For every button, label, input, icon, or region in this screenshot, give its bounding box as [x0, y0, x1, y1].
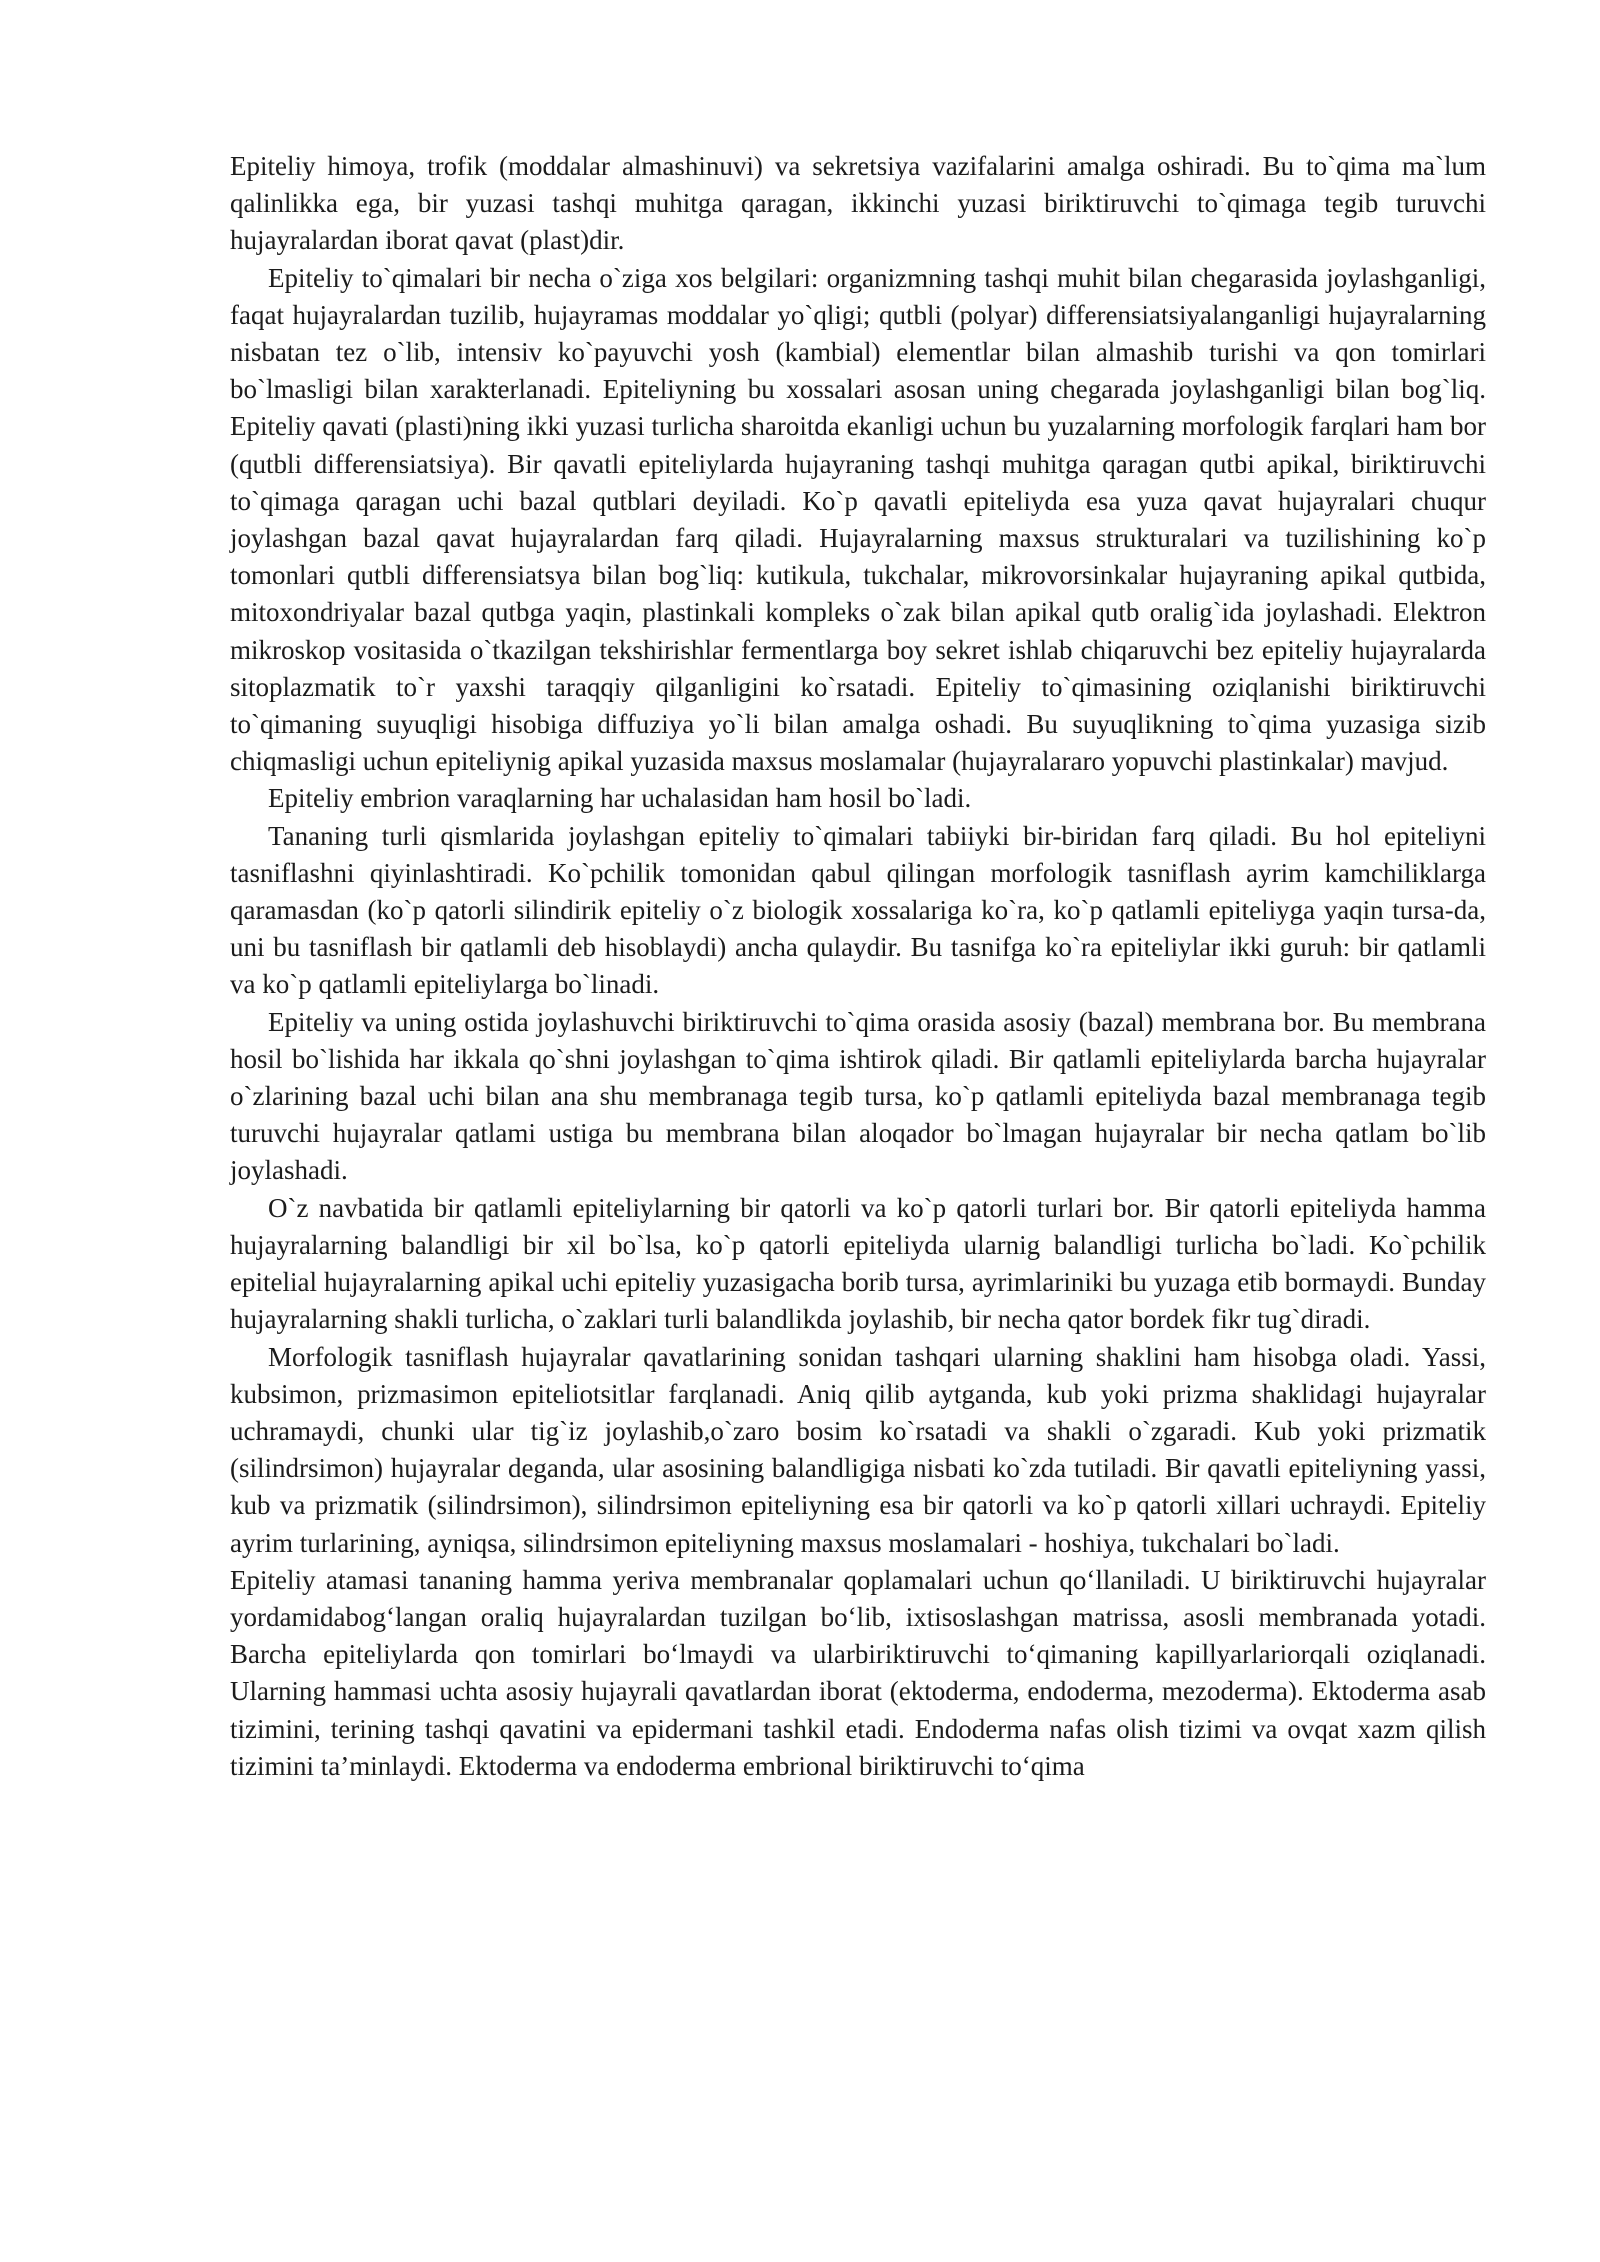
paragraph-6: O`z navbatida bir qatlamli epiteliylarning bir qatorli va ko`p qatorli turlari bor. Bir qatorli epiteliyda hamma hujayralarning balandligi bir xil bo`lsa, ko`p qatorli epiteliyda ularnig balandligi turlicha bo`ladi. Ko`pchilik epitelial hujayralarning apikal uchi epiteliy yuzasigacha borib tursa, ayrimlariniki bu yuzaga etib bormaydi. Bunday hujayralarning shakli turlicha, o`zaklari turli balandlikda joylashib, bir necha qator bordek fikr tug`diradi. — [230, 1192, 1486, 1335]
paragraph-8: Epiteliy atamasi tananing hamma yeriva membranalar qoplamalari uchun qo‘llaniladi. U biriktiruvchi hujayralar yordamidabog‘langan oraliq hujayralardan tuzilgan bo‘lib, ixtisoslashgan matrissa, asosli membranada yotadi. Barcha epiteliylarda qon tomirlari bo‘lmaydi va ularbiriktiruvchi to‘qimaning kapillyarlariorqali oziqlanadi. Ularning hammasi uchta asosiy hujayrali qavatlardan iborat (ektoderma, endoderma, mezoderma). Ektoderma asab tizimini, terining tashqi qavatini va epidermani tashkil etadi. Endoderma nafas olish tizimi va ovqat xazm qilish tizimini ta’minlaydi. Ektoderma va endoderma embrional biriktiruvchi to‘qima — [230, 1564, 1486, 1781]
paragraph-1: Epiteliy himoya, trofik (moddalar almashinuvi) va sekretsiya vazifalarini amalga oshiradi. Bu to`qima ma`lum qalinlikka ega, bir yuzasi tashqi muhitga qaragan, ikkinchi yuzasi biriktiruvchi to`qimaga tegib turuvchi hujayralardan iborat qavat (plast)dir. — [230, 151, 1486, 256]
document-page — [230, 148, 1486, 1785]
paragraph-7: Morfologik tasniflash hujayralar qavatlarining sonidan tashqari ularning shaklini ham hisobga oladi. Yassi, kubsimon, prizmasimon epiteliotsitlar farqlanadi. Aniq qilib aytganda, kub yoki prizma shaklidagi hujayralar uchramaydi, chunki ular tig`iz joylashib,o`zaro bosim ko`rsatadi va shakli o`zgaradi. Kub yoki prizmatik (silindrsimon) hujayralar deganda, ular asosining balandligiga nisbati ko`zda tutiladi. Bir qavatli epiteliyning yassi, kub va prizmatik (silindrsimon), silindrsimon epiteliyning esa bir qatorli va ko`p qatorli xillari uchraydi. Epiteliy ayrim turlarining, ayniqsa, silindrsimon epiteliyning maxsus moslamalari - hoshiya, tukchalari bo`ladi. — [230, 1341, 1486, 1558]
paragraph-4: Tananing turli qismlarida joylashgan epiteliy to`qimalari tabiiyki bir-biridan farq qiladi. Bu hol epiteliyni tasniflashni qiyinlashtiradi. Ko`pchilik tomonidan qabul qilingan morfologik tasniflash ayrim kamchiliklarga qaramasdan (ko`p qatorli silindirik epiteliy o`z biologik xossalariga ko`ra, ko`p qatlamli epiteliyga yaqin tursa-da, uni bu tasniflash bir qatlamli deb hisoblaydi) ancha qulaydir. Bu tasnifga ko`ra epiteliylar ikki guruh: bir qatlamli va ko`p qatlamli epiteliylarga bo`linadi. — [230, 820, 1486, 1000]
paragraph-5: Epiteliy va uning ostida joylashuvchi biriktiruvchi to`qima orasida asosiy (bazal) membrana bor. Bu membrana hosil bo`lishida har ikkala qo`shni joylashgan to`qima ishtirok qiladi. Bir qatlamli epiteliylarda barcha hujayralar o`zlarining bazal uchi bilan ana shu membranaga tegib tursa, ko`p qatlamli epiteliyda bazal membranaga tegib turuvchi hujayralar qatlami ustiga bu membrana bilan aloqador bo`lmagan hujayralar bir necha qatlam bo`lib joylashadi. — [230, 1006, 1486, 1186]
paragraph-3: Epiteliy embrion varaqlarning har uchalasidan ham hosil bo`ladi. — [268, 783, 972, 814]
paragraph-2: Epiteliy to`qimalari bir necha o`ziga xos belgilari: organizmning tashqi muhit bilan chegarasida joylashganligi, faqat hujayralardan tuzilib, hujayramas moddalar yo`qligi; qutbli (polyar) differensiatsiyalanganligi hujayralarning nisbatan tez o`lib, intensiv ko`payuvchi yosh (kambial) elementlar bilan almashib turishi va qon tomirlari bo`lmasligi bilan xarakterlanadi. Epiteliyning bu xossalari asosan uning chegarada joylashganligi bilan bog`liq. Epiteliy qavati (plasti)ning ikki yuzasi turlicha sharoitda ekanligi uchun bu yuzalarning morfologik farqlari ham bor (qutbli differensiatsiya). Bir qavatli epiteliylarda hujayraning tashqi muhitga qaragan qutbi apikal, biriktiruvchi to`qimaga qaragan uchi bazal qutblari deyiladi. Ko`p qavatli epiteliyda esa yuza qavat hujayralari chuqur joylashgan bazal qavat hujayralardan farq qiladi. Hujayralarning maxsus strukturalari va tuzilishining ko`p tomonlari qutbli differensiatsya bilan bog`liq: kutikula, tukchalar, mikrovorsinkalar hujayraning apikal qutbida, mitoxondriyalar bazal qutbga yaqin, plastinkali kompleks o`zak bilan apikal qutb oralig`ida joylashadi. Elektron mikroskop vositasida o`tkazilgan tekshirishlar fermentlarga boy sekret ishlab chiqaruvchi bez epiteliy hujayralarda sitoplazmatik to`r yaxshi taraqqiy qilganligini ko`rsatadi. Epiteliy to`qimasining oziqlanishi biriktiruvchi to`qimaning suyuqligi hisobiga diffuziya yo`li bilan amalga oshadi. Bu suyuqlikning to`qima yuzasiga sizib chiqmasligi uchun epiteliynig apikal yuzasida maxsus moslamalar (hujayralararo yopuvchi plastinkalar) mavjud. — [230, 262, 1486, 777]
